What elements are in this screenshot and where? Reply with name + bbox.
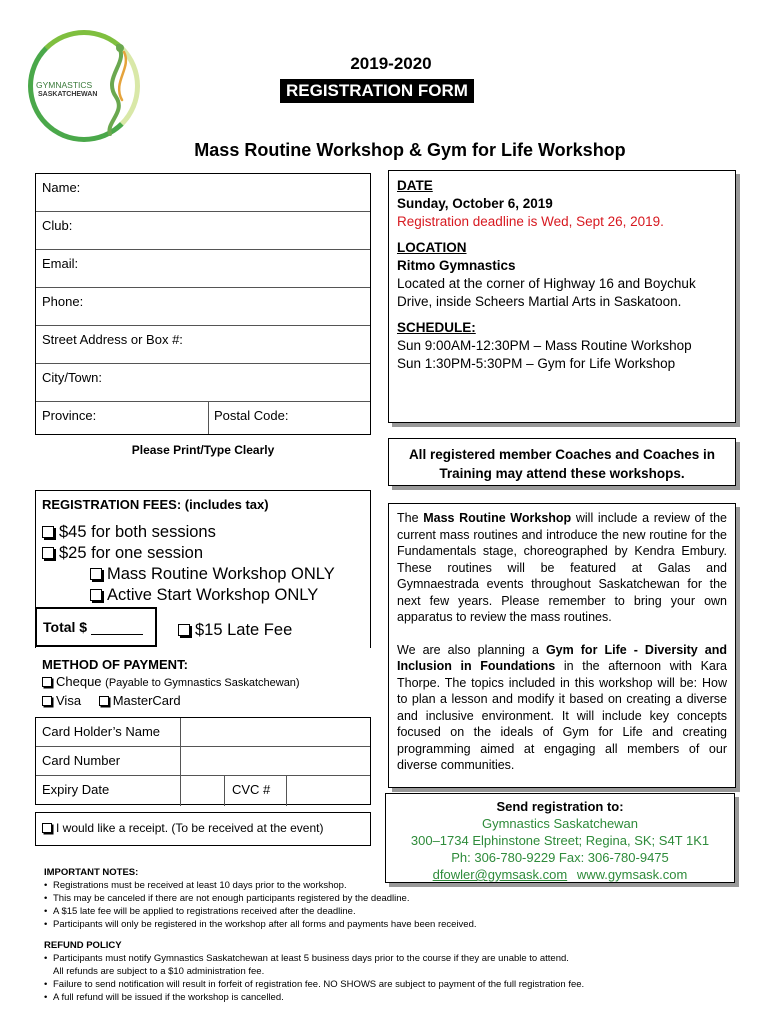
- card-number-field[interactable]: [36, 747, 370, 776]
- season-year: 2019-2020: [350, 54, 432, 73]
- checkbox-icon[interactable]: [178, 624, 190, 636]
- payment-method: [42, 656, 300, 709]
- postal-code-field[interactable]: Postal Code:: [214, 408, 289, 423]
- total-blank[interactable]: [91, 621, 143, 635]
- text: All refunds are subject to a $10 administration fee.: [53, 966, 265, 977]
- event-info-box: [388, 170, 736, 423]
- card-holder-label: Card Holder’s Name: [42, 724, 161, 739]
- contact-form: [35, 173, 371, 435]
- name-field[interactable]: [36, 174, 370, 212]
- expiry-cvc-row: [36, 776, 370, 805]
- location-heading: LOCATION: [397, 240, 467, 255]
- active-start-option[interactable]: [90, 586, 318, 605]
- checkbox-icon[interactable]: [42, 677, 52, 687]
- divider: [180, 718, 181, 806]
- text: will include a review of the current mass routines and introduce the new routine for the Fundamentals stage, choreographed by Kendra Embury. These routines will be featured at Galas and Gymnaestrada events throughout Saskatchewan for the next few years. Please remember to bring your own apparatus to review the mass routines.: [397, 511, 727, 624]
- mass-routine-paragraph: [397, 510, 727, 626]
- schedule-heading: SCHEDULE:: [397, 320, 476, 335]
- notes-heading: IMPORTANT NOTES:: [44, 867, 139, 878]
- name-label: Name:: [42, 180, 81, 195]
- mass-routine-option[interactable]: [90, 565, 335, 584]
- checkbox-icon[interactable]: [42, 526, 54, 538]
- coaches-note: All registered member Coaches and Coaches in Training may attend these workshops.: [388, 438, 736, 486]
- schedule-afternoon: Sun 1:30PM-5:30PM – Gym for Life Workshop: [397, 356, 676, 371]
- note-item: • Registrations must be received at least 10 days prior to the workshop.: [44, 879, 744, 892]
- note-item: • A $15 late fee will be applied to registrations received after the deadline.: [44, 905, 744, 918]
- visa-label: Visa: [56, 693, 82, 708]
- cheque-option[interactable]: [42, 673, 300, 692]
- phone-label: Phone:: [42, 294, 84, 309]
- receipt-label: I would like a receipt. (To be received at the event): [56, 821, 324, 835]
- registration-deadline: Registration deadline is Wed, Sept 26, 2019.: [397, 214, 664, 229]
- refund-heading: REFUND POLICY: [44, 940, 122, 951]
- city-field[interactable]: [36, 364, 370, 402]
- website-link[interactable]: www.gymsask.com: [576, 867, 688, 882]
- street-address-field[interactable]: [36, 326, 370, 364]
- mastercard-label: MasterCard: [112, 693, 181, 708]
- logo-text-gymnastics: GYMNASTICS: [36, 80, 93, 90]
- send-phone: Ph: 306-780-9229 Fax: 306-780-9475: [451, 850, 669, 865]
- text-bold: Mass Routine Workshop: [423, 511, 572, 525]
- expiry-date-label: Expiry Date: [42, 782, 110, 797]
- email-label: Email:: [42, 256, 79, 271]
- workshop-description: [388, 503, 736, 788]
- checkbox-icon[interactable]: [42, 696, 52, 706]
- mastercard-option[interactable]: [99, 693, 181, 708]
- refund-item: • Failure to send notification will result in forfeit of registration fee. NO SHOWS are subject to payment of the full registration fee.: [44, 978, 744, 991]
- cvc-label: CVC #: [232, 782, 271, 797]
- card-holder-field[interactable]: [36, 718, 370, 747]
- note-item: • Participants will only be registered in the workshop after all forms and payments have been received.: [44, 918, 744, 931]
- total-label: Total $: [43, 619, 88, 635]
- late-fee-label: $15 Late Fee: [195, 621, 293, 639]
- checkbox-icon[interactable]: [42, 823, 52, 833]
- location-name: Ritmo Gymnastics: [397, 258, 516, 273]
- note-item: • This may be canceled if there are not enough participants registered by the deadline.: [44, 892, 744, 905]
- text: The: [397, 511, 424, 525]
- late-fee-option[interactable]: [178, 621, 292, 640]
- club-label: Club:: [42, 218, 73, 233]
- fee-both-label: $45 for both sessions: [59, 523, 216, 541]
- fee-one-label: $25 for one session: [59, 544, 204, 562]
- page-title: Mass Routine Workshop & Gym for Life Workshop: [194, 140, 626, 160]
- phone-field[interactable]: [36, 288, 370, 326]
- card-details-box: [35, 717, 371, 805]
- print-note: Please Print/Type Clearly: [131, 443, 275, 457]
- street-label: Street Address or Box #:: [42, 332, 183, 347]
- divider: [224, 776, 225, 806]
- card-number-label: Card Number: [42, 753, 121, 768]
- text: We are also planning a: [397, 642, 546, 657]
- receipt-option[interactable]: [35, 812, 371, 846]
- payment-heading: METHOD OF PAYMENT:: [42, 657, 188, 672]
- text: Participants must notify Gymnastics Saskatchewan at least 5 business days prior to the course if they are unable to attend.: [53, 953, 569, 964]
- divider: [208, 402, 209, 434]
- club-field[interactable]: [36, 212, 370, 250]
- refund-item: [44, 952, 744, 978]
- text: in the afternoon with Kara Thorpe. The topics included in this workshop will be: How to plan a lesson and modify it based on creating a diverse and inclusive environment. It will include key concepts focused on the ideals of Gym for Life and creating programming aimed at engaging all members of our diverse communities.: [397, 659, 727, 772]
- city-label: City/Town:: [42, 370, 102, 385]
- cheque-note: (Payable to Gymnastics Saskatchewan): [105, 677, 300, 689]
- mass-routine-label: Mass Routine Workshop ONLY: [107, 565, 335, 583]
- send-heading: Send registration to:: [496, 799, 624, 814]
- checkbox-icon[interactable]: [90, 568, 102, 580]
- fees-heading-label: REGISTRATION FEES:: [42, 497, 182, 512]
- important-notes: [44, 866, 744, 1004]
- date-heading: DATE: [397, 178, 433, 193]
- send-org: Gymnastics Saskatchewan: [481, 816, 639, 831]
- checkbox-icon[interactable]: [42, 547, 54, 559]
- total-field[interactable]: [35, 607, 157, 647]
- fee-one-option[interactable]: [42, 544, 203, 563]
- checkbox-icon[interactable]: [90, 589, 102, 601]
- email-link[interactable]: dfowler@gymsask.com: [432, 867, 568, 882]
- active-start-label: Active Start Workshop ONLY: [107, 586, 319, 604]
- visa-option[interactable]: [42, 693, 81, 708]
- checkbox-icon[interactable]: [99, 696, 109, 706]
- event-date: Sunday, October 6, 2019: [397, 196, 553, 211]
- refund-item: • A full refund will be issued if the workshop is cancelled.: [44, 991, 744, 1004]
- logo-text-saskatchewan: SASKATCHEWAN: [38, 91, 98, 98]
- schedule-morning: Sun 9:00AM-12:30PM – Mass Routine Workshop: [397, 338, 692, 353]
- divider: [286, 776, 287, 806]
- fee-both-option[interactable]: [42, 523, 216, 542]
- province-postal-row: [36, 402, 370, 434]
- cheque-label: Cheque: [56, 674, 102, 689]
- province-field[interactable]: Province:: [42, 408, 97, 423]
- gym-for-life-paragraph: [397, 642, 727, 774]
- text-bold: Gym for Life - Diversity and Inclusion in Foundations: [397, 642, 727, 673]
- fees-heading: [42, 497, 269, 512]
- form-label: REGISTRATION FORM: [280, 79, 474, 103]
- fees-heading-suffix: (includes tax): [184, 497, 269, 512]
- send-address: 300–1734 Elphinstone Street; Regina, SK; S4T 1K1: [410, 833, 710, 848]
- location-description: Located at the corner of Highway 16 and Boychuk Drive, inside Scheers Martial Arts in Saskatoon.: [397, 276, 696, 309]
- email-field[interactable]: [36, 250, 370, 288]
